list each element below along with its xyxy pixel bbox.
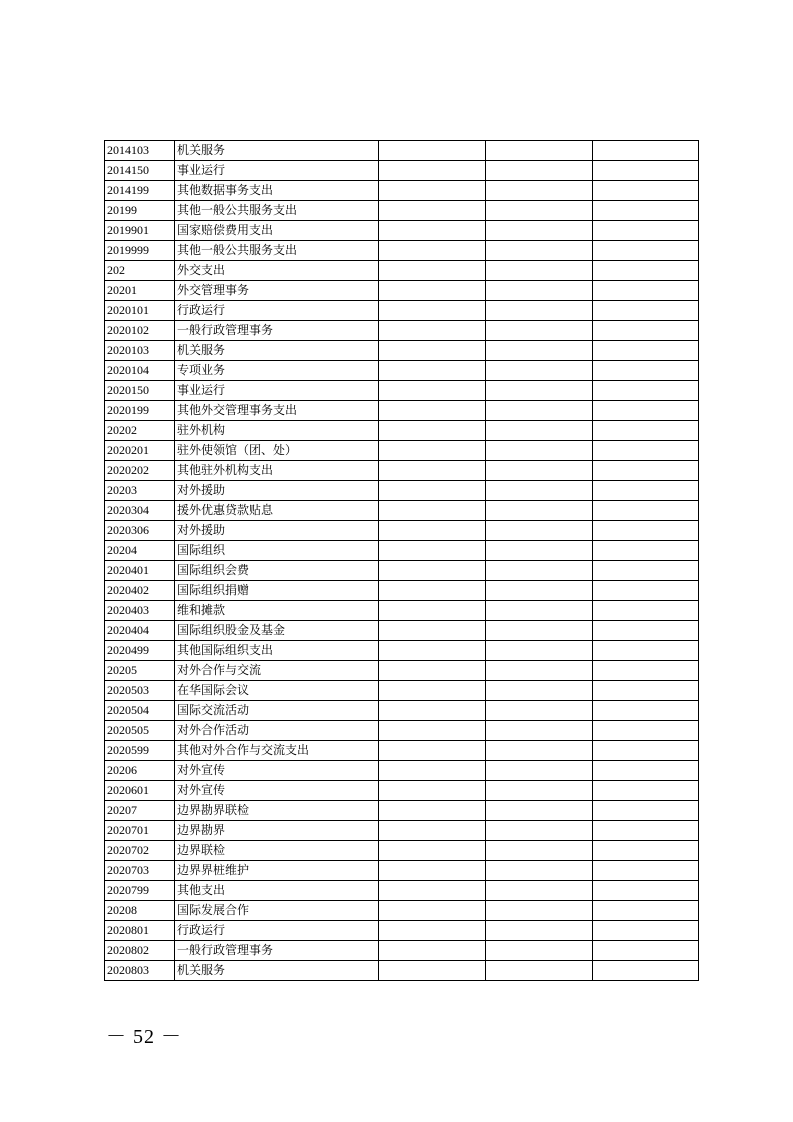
amount-cell [486, 301, 593, 321]
amount-cell [486, 861, 593, 881]
table-row [105, 781, 699, 801]
subject-code-cell: 2020201 [105, 441, 175, 461]
subject-name-cell: 其他一般公共服务支出 [175, 241, 379, 261]
amount-cell [593, 401, 699, 421]
table-row [105, 681, 699, 701]
amount-cell [486, 521, 593, 541]
amount-cell [486, 281, 593, 301]
subject-code-cell: 2020801 [105, 921, 175, 941]
amount-cell [486, 581, 593, 601]
subject-name-cell: 边界联检 [175, 841, 379, 861]
subject-code-cell: 2020306 [105, 521, 175, 541]
subject-name-cell: 其他对外合作与交流支出 [175, 741, 379, 761]
amount-cell [379, 421, 486, 441]
amount-cell [593, 681, 699, 701]
amount-cell [379, 541, 486, 561]
amount-cell [486, 261, 593, 281]
subject-name-cell: 对外援助 [175, 521, 379, 541]
amount-cell [593, 541, 699, 561]
amount-cell [593, 501, 699, 521]
amount-cell [593, 881, 699, 901]
amount-cell [486, 501, 593, 521]
subject-name-cell: 边界界桩维护 [175, 861, 379, 881]
amount-cell [593, 321, 699, 341]
amount-cell [379, 841, 486, 861]
amount-cell [379, 701, 486, 721]
amount-cell [486, 941, 593, 961]
subject-code-cell: 202 [105, 261, 175, 281]
subject-name-cell: 援外优惠贷款贴息 [175, 501, 379, 521]
table-row [105, 581, 699, 601]
table-row [105, 761, 699, 781]
amount-cell [593, 941, 699, 961]
subject-name-cell: 驻外使领馆（团、处） [175, 441, 379, 461]
amount-cell [593, 481, 699, 501]
subject-code-cell: 2020599 [105, 741, 175, 761]
amount-cell [379, 761, 486, 781]
amount-cell [486, 641, 593, 661]
table-row [105, 301, 699, 321]
amount-cell [486, 461, 593, 481]
amount-cell [593, 861, 699, 881]
budget-table [104, 140, 699, 981]
amount-cell [379, 861, 486, 881]
subject-code-cell: 2020701 [105, 821, 175, 841]
subject-name-cell: 其他数据事务支出 [175, 181, 379, 201]
subject-name-cell: 其他一般公共服务支出 [175, 201, 379, 221]
subject-code-cell: 20202 [105, 421, 175, 441]
subject-code-cell: 2019901 [105, 221, 175, 241]
amount-cell [379, 321, 486, 341]
subject-name-cell: 一般行政管理事务 [175, 321, 379, 341]
amount-cell [486, 441, 593, 461]
amount-cell [593, 461, 699, 481]
subject-code-cell: 2020150 [105, 381, 175, 401]
table-row [105, 521, 699, 541]
amount-cell [379, 361, 486, 381]
amount-cell [593, 741, 699, 761]
amount-cell [379, 281, 486, 301]
table-row [105, 181, 699, 201]
amount-cell [379, 741, 486, 761]
amount-cell [379, 601, 486, 621]
subject-name-cell: 在华国际会议 [175, 681, 379, 701]
amount-cell [593, 921, 699, 941]
amount-cell [593, 161, 699, 181]
amount-cell [486, 721, 593, 741]
amount-cell [486, 801, 593, 821]
amount-cell [486, 681, 593, 701]
subject-code-cell: 2020505 [105, 721, 175, 741]
subject-name-cell: 对外援助 [175, 481, 379, 501]
amount-cell [593, 841, 699, 861]
subject-code-cell: 2020404 [105, 621, 175, 641]
table-row [105, 901, 699, 921]
amount-cell [486, 381, 593, 401]
table-row [105, 201, 699, 221]
amount-cell [486, 841, 593, 861]
subject-name-cell: 对外合作与交流 [175, 661, 379, 681]
table-row [105, 561, 699, 581]
amount-cell [593, 761, 699, 781]
amount-cell [379, 401, 486, 421]
amount-cell [593, 521, 699, 541]
subject-code-cell: 2014150 [105, 161, 175, 181]
amount-cell [486, 241, 593, 261]
subject-name-cell: 机关服务 [175, 961, 379, 981]
amount-cell [486, 561, 593, 581]
amount-cell [593, 141, 699, 161]
subject-code-cell: 20207 [105, 801, 175, 821]
amount-cell [486, 221, 593, 241]
table-row [105, 841, 699, 861]
amount-cell [486, 541, 593, 561]
subject-name-cell: 专项业务 [175, 361, 379, 381]
amount-cell [379, 481, 486, 501]
table-row [105, 241, 699, 261]
amount-cell [379, 721, 486, 741]
subject-name-cell: 外交管理事务 [175, 281, 379, 301]
amount-cell [593, 621, 699, 641]
amount-cell [379, 341, 486, 361]
amount-cell [379, 221, 486, 241]
subject-code-cell: 2014103 [105, 141, 175, 161]
amount-cell [486, 401, 593, 421]
table-row [105, 881, 699, 901]
table-row [105, 941, 699, 961]
amount-cell [593, 261, 699, 281]
subject-code-cell: 2020499 [105, 641, 175, 661]
table-row [105, 621, 699, 641]
table-row [105, 801, 699, 821]
amount-cell [379, 461, 486, 481]
amount-cell [486, 141, 593, 161]
amount-cell [379, 521, 486, 541]
subject-name-cell: 国际组织 [175, 541, 379, 561]
amount-cell [379, 301, 486, 321]
subject-name-cell: 国际组织股金及基金 [175, 621, 379, 641]
amount-cell [379, 261, 486, 281]
table-row [105, 821, 699, 841]
amount-cell [593, 641, 699, 661]
subject-name-cell: 其他外交管理事务支出 [175, 401, 379, 421]
table-body [105, 141, 699, 981]
subject-code-cell: 2020601 [105, 781, 175, 801]
table-row [105, 541, 699, 561]
table-row [105, 921, 699, 941]
amount-cell [379, 561, 486, 581]
subject-code-cell: 20205 [105, 661, 175, 681]
amount-cell [486, 361, 593, 381]
amount-cell [486, 161, 593, 181]
subject-name-cell: 机关服务 [175, 341, 379, 361]
amount-cell [486, 901, 593, 921]
amount-cell [593, 181, 699, 201]
amount-cell [593, 241, 699, 261]
table-row [105, 641, 699, 661]
page-number: － 52 － [106, 1026, 182, 1048]
amount-cell [593, 601, 699, 621]
subject-name-cell: 国际交流活动 [175, 701, 379, 721]
table-row [105, 161, 699, 181]
subject-name-cell: 国家赔偿费用支出 [175, 221, 379, 241]
amount-cell [486, 341, 593, 361]
subject-code-cell: 2020102 [105, 321, 175, 341]
subject-code-cell: 2020401 [105, 561, 175, 581]
subject-code-cell: 20204 [105, 541, 175, 561]
subject-code-cell: 20208 [105, 901, 175, 921]
amount-cell [593, 901, 699, 921]
subject-code-cell: 2020504 [105, 701, 175, 721]
table-row [105, 381, 699, 401]
amount-cell [593, 821, 699, 841]
amount-cell [379, 881, 486, 901]
amount-cell [379, 181, 486, 201]
amount-cell [379, 621, 486, 641]
amount-cell [379, 801, 486, 821]
table-row [105, 461, 699, 481]
table-row [105, 141, 699, 161]
subject-name-cell: 行政运行 [175, 301, 379, 321]
subject-name-cell: 行政运行 [175, 921, 379, 941]
subject-code-cell: 2020202 [105, 461, 175, 481]
amount-cell [486, 701, 593, 721]
amount-cell [379, 661, 486, 681]
amount-cell [379, 941, 486, 961]
amount-cell [486, 601, 593, 621]
amount-cell [486, 921, 593, 941]
subject-code-cell: 2020402 [105, 581, 175, 601]
amount-cell [486, 821, 593, 841]
amount-cell [486, 741, 593, 761]
amount-cell [486, 201, 593, 221]
table-row [105, 341, 699, 361]
subject-name-cell: 国际组织捐赠 [175, 581, 379, 601]
subject-code-cell: 2019999 [105, 241, 175, 261]
subject-code-cell: 20199 [105, 201, 175, 221]
subject-code-cell: 2020702 [105, 841, 175, 861]
amount-cell [593, 961, 699, 981]
subject-name-cell: 边界勘界 [175, 821, 379, 841]
subject-code-cell: 2020101 [105, 301, 175, 321]
table-row [105, 361, 699, 381]
subject-name-cell: 对外宣传 [175, 781, 379, 801]
amount-cell [486, 421, 593, 441]
amount-cell [379, 141, 486, 161]
table-row [105, 401, 699, 421]
subject-name-cell: 外交支出 [175, 261, 379, 281]
table-row [105, 321, 699, 341]
subject-name-cell: 其他驻外机构支出 [175, 461, 379, 481]
amount-cell [486, 621, 593, 641]
subject-name-cell: 维和摊款 [175, 601, 379, 621]
amount-cell [486, 881, 593, 901]
amount-cell [379, 581, 486, 601]
amount-cell [593, 721, 699, 741]
subject-name-cell: 事业运行 [175, 161, 379, 181]
amount-cell [486, 321, 593, 341]
amount-cell [486, 661, 593, 681]
amount-cell [379, 441, 486, 461]
table-row [105, 421, 699, 441]
table-row [105, 221, 699, 241]
amount-cell [379, 681, 486, 701]
subject-code-cell: 2020403 [105, 601, 175, 621]
table-row [105, 441, 699, 461]
table-row [105, 701, 699, 721]
subject-name-cell: 国际发展合作 [175, 901, 379, 921]
amount-cell [593, 561, 699, 581]
subject-code-cell: 2020104 [105, 361, 175, 381]
subject-name-cell: 国际组织会费 [175, 561, 379, 581]
subject-code-cell: 2014199 [105, 181, 175, 201]
subject-code-cell: 2020103 [105, 341, 175, 361]
table-row [105, 481, 699, 501]
subject-code-cell: 2020703 [105, 861, 175, 881]
amount-cell [593, 781, 699, 801]
amount-cell [379, 901, 486, 921]
table-row [105, 661, 699, 681]
amount-cell [593, 201, 699, 221]
amount-cell [593, 221, 699, 241]
table-row [105, 281, 699, 301]
amount-cell [593, 301, 699, 321]
table-row [105, 741, 699, 761]
amount-cell [593, 801, 699, 821]
subject-name-cell: 驻外机构 [175, 421, 379, 441]
amount-cell [593, 381, 699, 401]
subject-code-cell: 20203 [105, 481, 175, 501]
amount-cell [379, 381, 486, 401]
subject-name-cell: 其他支出 [175, 881, 379, 901]
amount-cell [379, 781, 486, 801]
table-row [105, 961, 699, 981]
amount-cell [379, 921, 486, 941]
subject-name-cell: 边界勘界联检 [175, 801, 379, 821]
amount-cell [486, 481, 593, 501]
amount-cell [379, 501, 486, 521]
amount-cell [379, 201, 486, 221]
table-row [105, 601, 699, 621]
amount-cell [486, 181, 593, 201]
subject-code-cell: 2020199 [105, 401, 175, 421]
amount-cell [593, 661, 699, 681]
subject-code-cell: 2020799 [105, 881, 175, 901]
amount-cell [593, 581, 699, 601]
subject-code-cell: 2020503 [105, 681, 175, 701]
subject-code-cell: 20201 [105, 281, 175, 301]
amount-cell [593, 361, 699, 381]
subject-name-cell: 一般行政管理事务 [175, 941, 379, 961]
amount-cell [486, 761, 593, 781]
amount-cell [379, 961, 486, 981]
subject-code-cell: 20206 [105, 761, 175, 781]
subject-name-cell: 对外合作活动 [175, 721, 379, 741]
amount-cell [486, 781, 593, 801]
subject-name-cell: 对外宣传 [175, 761, 379, 781]
amount-cell [593, 341, 699, 361]
amount-cell [379, 241, 486, 261]
amount-cell [593, 281, 699, 301]
subject-code-cell: 2020304 [105, 501, 175, 521]
amount-cell [379, 821, 486, 841]
table-row [105, 261, 699, 281]
subject-name-cell: 事业运行 [175, 381, 379, 401]
subject-name-cell: 机关服务 [175, 141, 379, 161]
amount-cell [486, 961, 593, 981]
amount-cell [593, 701, 699, 721]
table-row [105, 501, 699, 521]
table-row [105, 721, 699, 741]
amount-cell [593, 421, 699, 441]
amount-cell [379, 641, 486, 661]
subject-name-cell: 其他国际组织支出 [175, 641, 379, 661]
amount-cell [593, 441, 699, 461]
subject-code-cell: 2020803 [105, 961, 175, 981]
subject-code-cell: 2020802 [105, 941, 175, 961]
table-row [105, 861, 699, 881]
amount-cell [379, 161, 486, 181]
